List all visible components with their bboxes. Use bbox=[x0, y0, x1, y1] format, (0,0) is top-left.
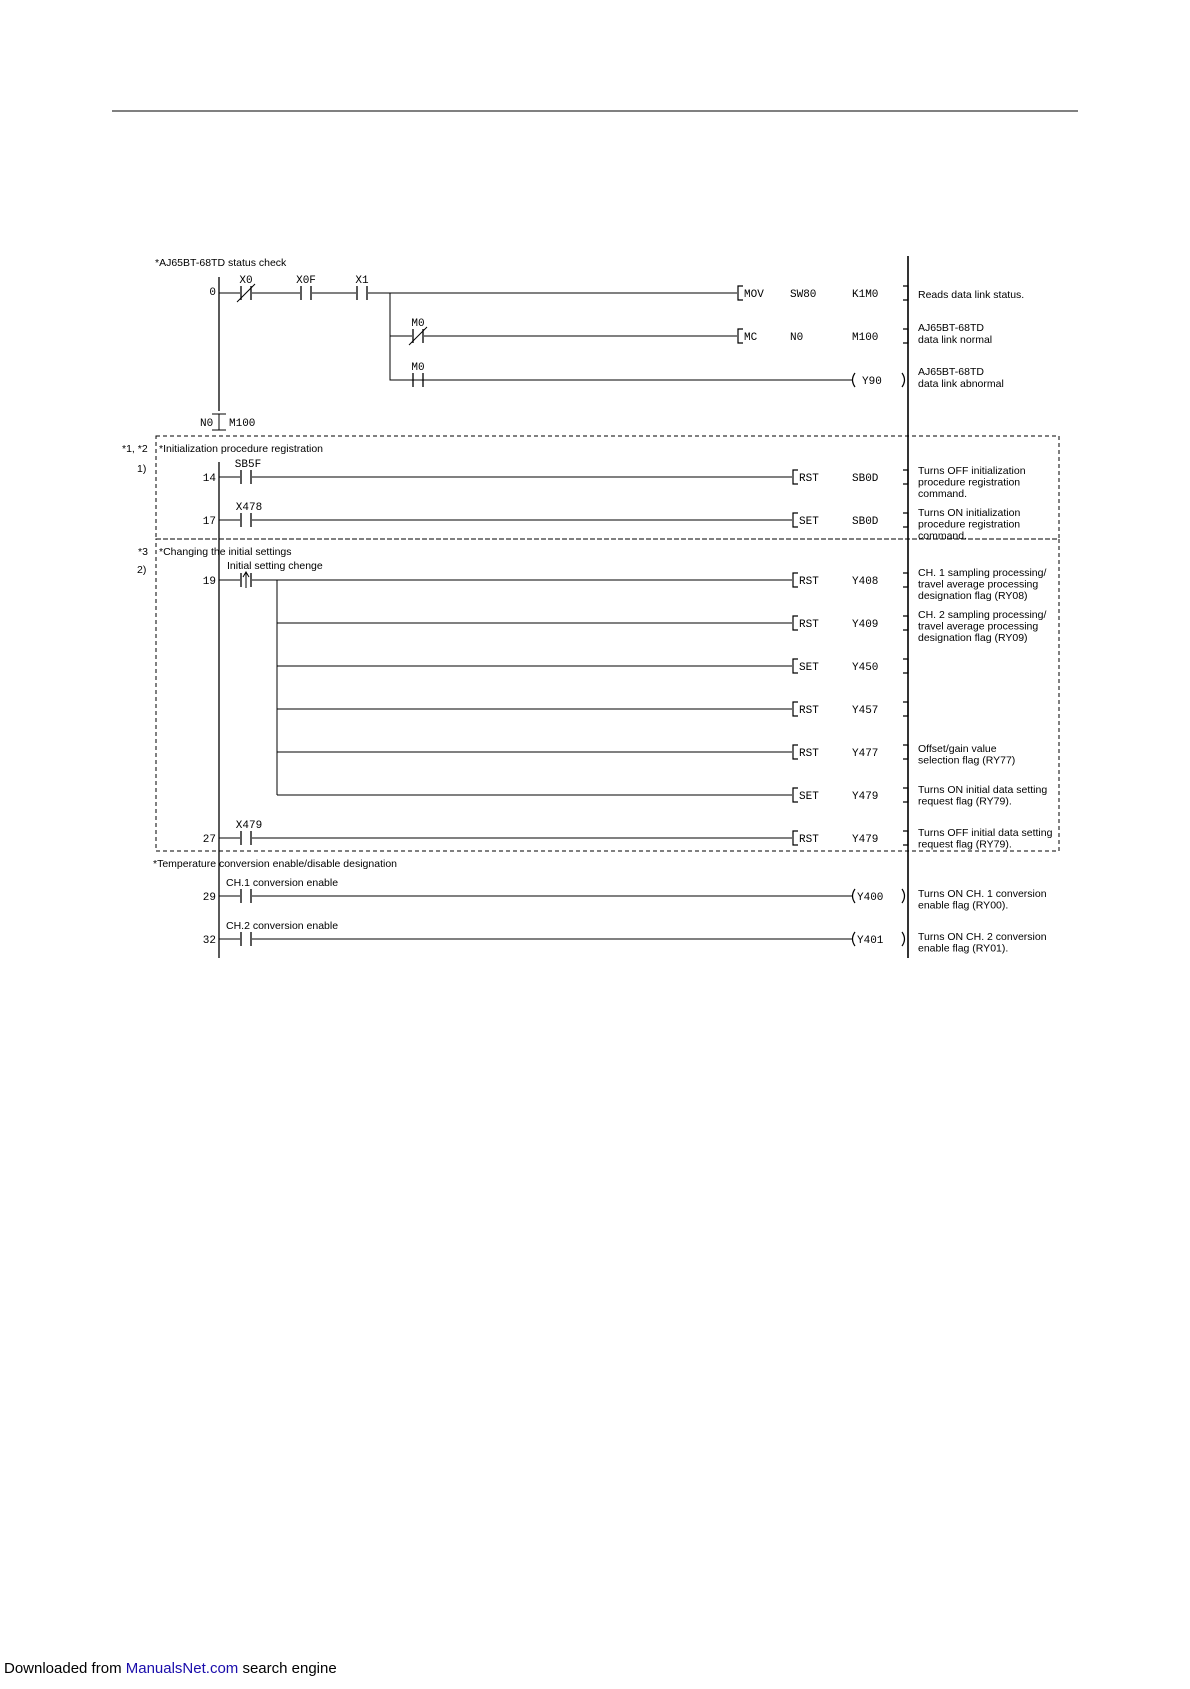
instruction-rst bbox=[793, 702, 908, 717]
contact-x478: X478 bbox=[235, 502, 263, 514]
contact-x1: X1 bbox=[355, 275, 369, 287]
instruction-op: SET bbox=[799, 791, 819, 803]
comment-y477: Offset/gain value selection flag (RY77) bbox=[918, 743, 1016, 767]
footer-suffix: search engine bbox=[238, 1660, 337, 1677]
instruction-operand: Y479 bbox=[852, 791, 879, 803]
marker-num-1: 1) bbox=[137, 463, 147, 475]
instruction-mov bbox=[738, 286, 908, 301]
instruction-open-bracket bbox=[793, 788, 798, 802]
instruction-rst bbox=[793, 573, 908, 588]
comments-layer bbox=[918, 289, 1053, 955]
contact-ch2-conversion: CH.2 conversion enable bbox=[226, 920, 339, 932]
instruction-operand: SB0D bbox=[852, 516, 879, 528]
instruction-op: SET bbox=[799, 662, 819, 674]
instruction-open-bracket bbox=[738, 329, 743, 343]
comment-y409: CH. 2 sampling processing/ travel average processing designation flag (RY09) bbox=[918, 609, 1047, 644]
contact-symbols-rung27 bbox=[241, 831, 251, 845]
instruction-operand: Y409 bbox=[852, 619, 879, 631]
step-number: 14 bbox=[202, 473, 216, 485]
marker-num-2: 2) bbox=[137, 564, 147, 576]
mc-n0-label: N0 bbox=[200, 418, 214, 430]
instruction-op: RST bbox=[799, 705, 819, 717]
instruction-open-bracket bbox=[793, 659, 798, 673]
rung-29-32-wires bbox=[219, 896, 852, 939]
title-temp-conversion: *Temperature conversion enable/disable designation bbox=[153, 858, 397, 870]
instruction-set bbox=[793, 788, 908, 803]
instruction-open-bracket bbox=[793, 513, 798, 527]
instruction-op: SET bbox=[799, 516, 819, 528]
instruction-op: RST bbox=[799, 834, 819, 846]
instruction-rst bbox=[793, 470, 908, 485]
instruction-layer bbox=[738, 286, 908, 846]
instruction-operand: N0 bbox=[790, 332, 804, 344]
instruction-operand: SB0D bbox=[852, 473, 879, 485]
contact-x0f: X0F bbox=[296, 275, 316, 287]
instruction-op: MC bbox=[744, 332, 758, 344]
instruction-set bbox=[793, 659, 908, 674]
contact-m0-nc: M0 bbox=[411, 318, 425, 330]
comment-y90: AJ65BT-68TD data link abnormal bbox=[918, 366, 1004, 390]
instruction-operand: K1M0 bbox=[852, 289, 879, 301]
title-init-registration: *Initialization procedure registration bbox=[159, 443, 324, 455]
comment-y401: Turns ON CH. 2 conversion enable flag (RY01). bbox=[918, 931, 1047, 955]
contact-symbols-rung14 bbox=[241, 470, 251, 527]
step-number: 29 bbox=[202, 892, 216, 904]
instruction-rst bbox=[793, 616, 908, 631]
step-number: 0 bbox=[209, 287, 216, 299]
mc-m100-label: M100 bbox=[229, 418, 256, 430]
instruction-op: RST bbox=[799, 619, 819, 631]
pulse-contact-symbol bbox=[241, 572, 251, 588]
step-number: 32 bbox=[202, 935, 216, 947]
instruction-open-bracket bbox=[793, 470, 798, 484]
instruction-operand: Y450 bbox=[852, 662, 879, 674]
contact-initial-setting-change: Initial setting chenge bbox=[227, 560, 323, 572]
contact-symbols-rung29 bbox=[241, 889, 251, 946]
title-changing-initial: *Changing the initial settings bbox=[159, 546, 292, 558]
comment-y408: CH. 1 sampling processing/ travel average processing designation flag (RY08) bbox=[918, 567, 1047, 602]
footer-prefix: Downloaded from bbox=[4, 1660, 126, 1677]
instruction-operand: Y408 bbox=[852, 576, 879, 588]
step-number: 19 bbox=[202, 576, 216, 588]
instruction-operand: SW80 bbox=[790, 289, 817, 301]
instruction-op: RST bbox=[799, 473, 819, 485]
instruction-operand: Y477 bbox=[852, 748, 879, 760]
step-number: 27 bbox=[202, 834, 216, 846]
instruction-operand: Y479 bbox=[852, 834, 879, 846]
comment-rst-y479: Turns OFF initial data setting request flag (RY79). bbox=[918, 827, 1053, 851]
contact-m0-no: M0 bbox=[411, 362, 425, 374]
comment-set-sb0d: Turns ON initialization procedure registration command. bbox=[918, 507, 1021, 542]
title-status-check: *AJ65BT-68TD status check bbox=[155, 257, 287, 269]
instruction-open-bracket bbox=[793, 573, 798, 587]
coil-brackets bbox=[853, 373, 905, 946]
coil-y90: Y90 bbox=[862, 376, 882, 388]
contact-x479: X479 bbox=[235, 820, 263, 832]
marker-refs-2: *3 bbox=[138, 546, 148, 558]
comment-mov: Reads data link status. bbox=[918, 289, 1025, 301]
instruction-set bbox=[793, 513, 908, 528]
comment-mc: AJ65BT-68TD data link normal bbox=[918, 322, 993, 346]
contact-sb5f: SB5F bbox=[234, 459, 262, 471]
rung-14-17-wires bbox=[219, 477, 792, 520]
footer-link[interactable]: ManualsNet.com bbox=[125, 1660, 239, 1677]
contact-ch1-conversion: CH.1 conversion enable bbox=[226, 877, 339, 889]
comment-y400: Turns ON CH. 1 conversion enable flag (RY00). bbox=[918, 888, 1047, 912]
instruction-rst bbox=[793, 831, 908, 846]
instruction-op: RST bbox=[799, 748, 819, 760]
instruction-open-bracket bbox=[793, 745, 798, 759]
instruction-open-bracket bbox=[793, 702, 798, 716]
instruction-mc bbox=[738, 329, 908, 344]
coil-y400: Y400 bbox=[857, 892, 884, 904]
instruction-open-bracket bbox=[793, 831, 798, 845]
instruction-open-bracket bbox=[738, 286, 743, 300]
rung-19-wires bbox=[219, 580, 792, 795]
master-control-symbol bbox=[212, 414, 226, 430]
instruction-operand: M100 bbox=[852, 332, 879, 344]
footer bbox=[4, 1660, 337, 1677]
contact-x0: X0 bbox=[239, 275, 253, 287]
step-number: 17 bbox=[202, 516, 216, 528]
comment-set-y479: Turns ON initial data setting request flag (RY79). bbox=[918, 784, 1048, 808]
instruction-open-bracket bbox=[793, 616, 798, 630]
comment-rst-sb0d: Turns OFF initialization procedure registration command. bbox=[918, 465, 1026, 500]
instruction-operand: Y457 bbox=[852, 705, 879, 717]
instruction-rst bbox=[793, 745, 908, 760]
marker-refs-1: *1, *2 bbox=[122, 443, 148, 455]
instruction-op: RST bbox=[799, 576, 819, 588]
instruction-op: MOV bbox=[744, 289, 764, 301]
coil-y401: Y401 bbox=[857, 935, 884, 947]
